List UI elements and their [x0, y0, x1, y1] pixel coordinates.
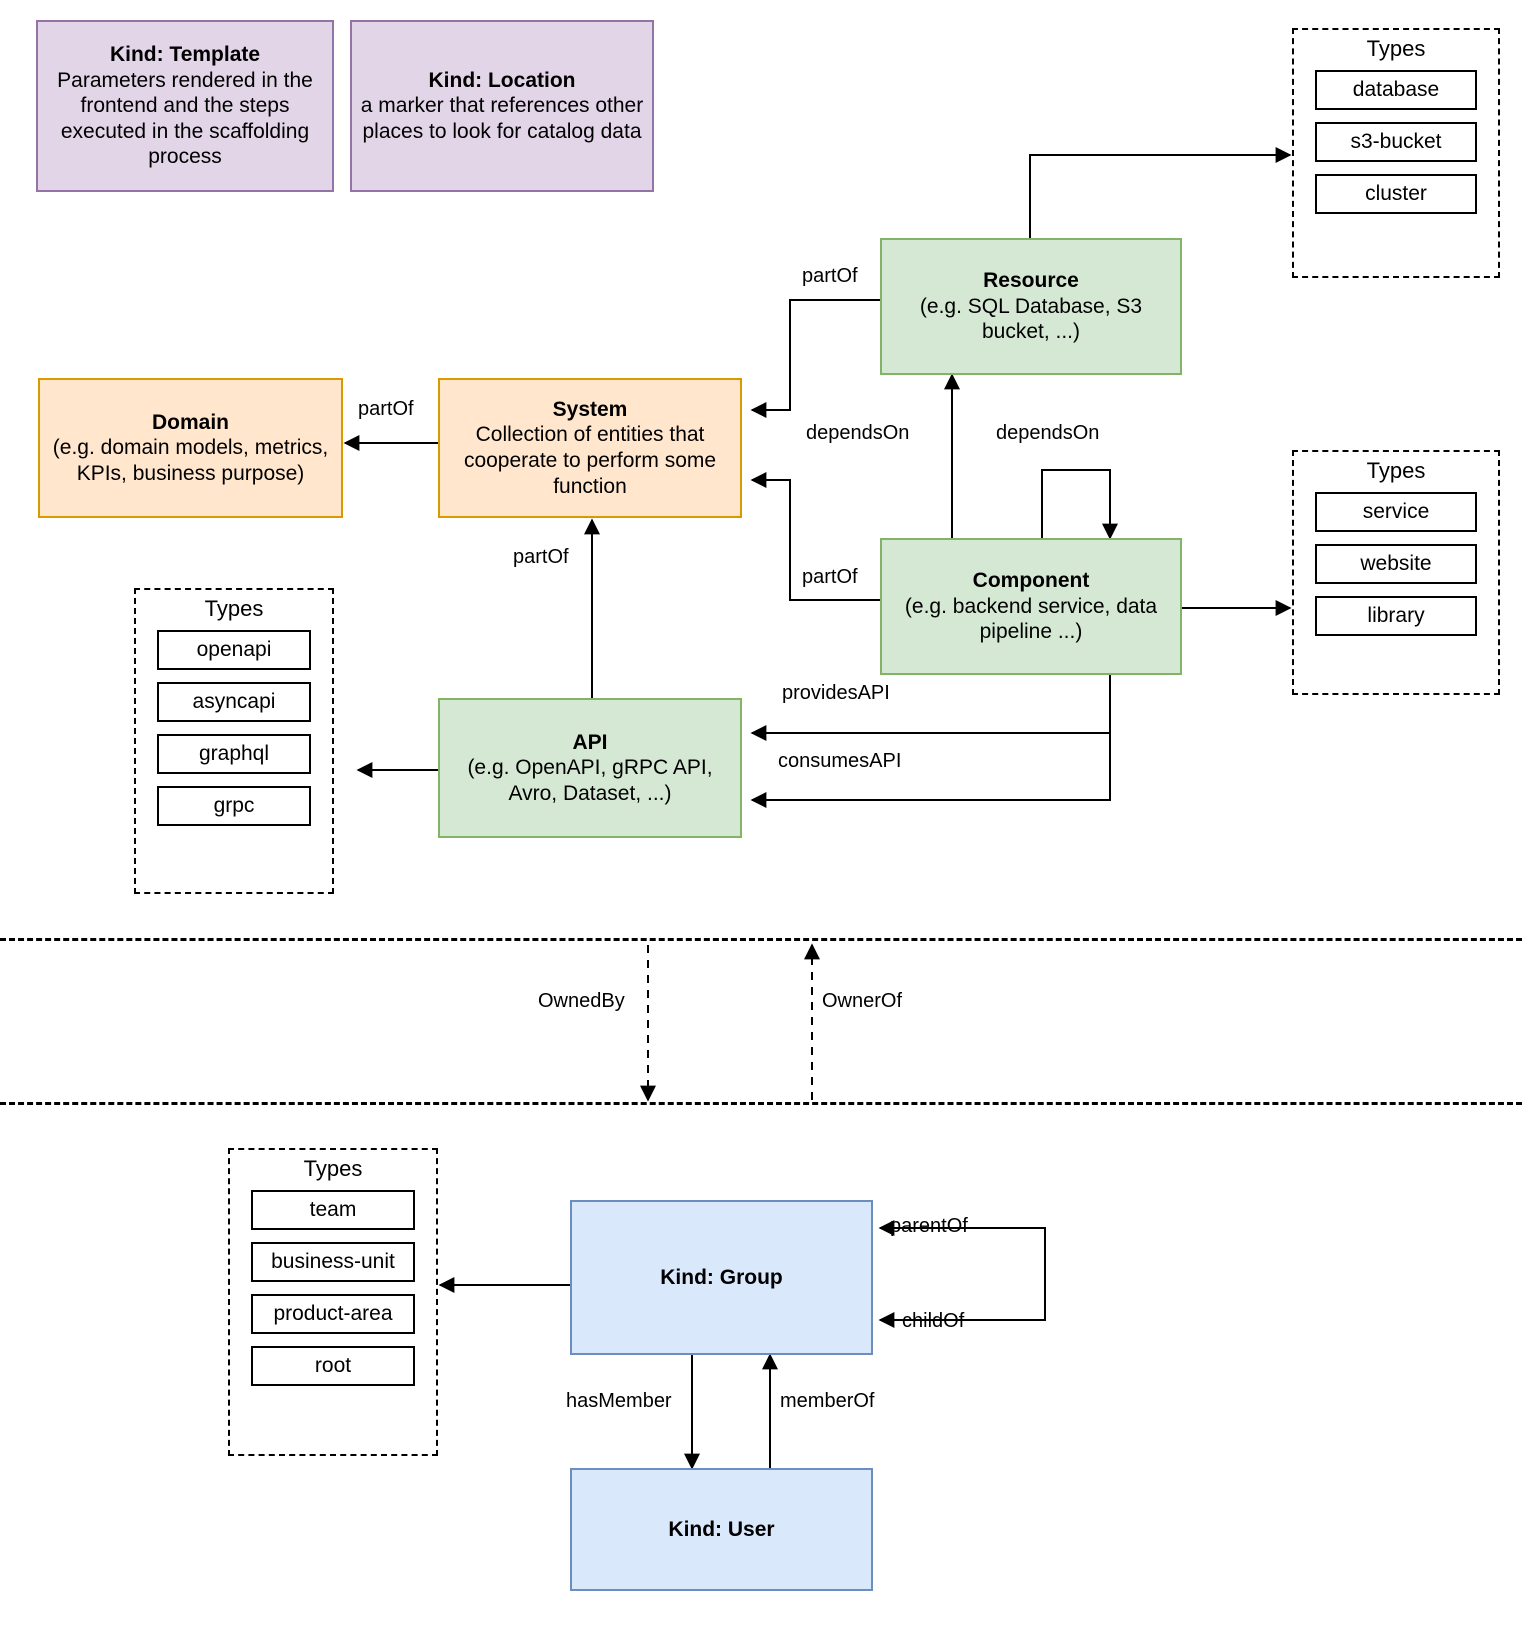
- type-item-openapi[interactable]: openapi: [157, 630, 311, 670]
- node-kind-location[interactable]: [350, 20, 654, 192]
- type-item-product-area[interactable]: product-area: [251, 1294, 415, 1334]
- type-item-team[interactable]: team: [251, 1190, 415, 1230]
- node-resource-description: (e.g. SQL Database, S3 bucket, ...): [919, 294, 1143, 344]
- type-item-graphql[interactable]: graphql: [157, 734, 311, 774]
- node-domain-title: Domain: [151, 410, 229, 434]
- section-divider-bottom: [0, 1102, 1522, 1105]
- edge-label-component-partof: partOf: [802, 566, 858, 588]
- type-item-cluster[interactable]: cluster: [1315, 174, 1477, 214]
- edge-label-member-of: memberOf: [780, 1390, 875, 1412]
- node-system[interactable]: [438, 378, 742, 518]
- node-resource[interactable]: [880, 238, 1182, 375]
- typebox-group-types: [228, 1148, 438, 1456]
- node-api-description: (e.g. OpenAPI, gRPC API, Avro, Dataset, ...): [467, 756, 713, 805]
- node-system-title: System: [552, 397, 628, 421]
- edge-label-owned-by: OwnedBy: [538, 990, 625, 1012]
- section-divider-top: [0, 938, 1522, 941]
- node-api-title: API: [572, 730, 608, 754]
- type-item-root[interactable]: root: [251, 1346, 415, 1386]
- edge-label-child-of: childOf: [902, 1310, 965, 1332]
- typebox-resource-types-title: Types: [1366, 36, 1426, 61]
- type-item-business-unit[interactable]: business-unit: [251, 1242, 415, 1282]
- typebox-component-types: [1292, 450, 1500, 695]
- type-item-grpc[interactable]: grpc: [157, 786, 311, 826]
- node-kind-group-title: Kind: Group: [660, 1265, 783, 1289]
- edge-label-owner-of: OwnerOf: [822, 990, 903, 1012]
- type-item-asyncapi[interactable]: asyncapi: [157, 682, 311, 722]
- node-domain-description: (e.g. domain models, metrics, KPIs, business purpose): [52, 436, 329, 485]
- typebox-component-types-title: Types: [1366, 458, 1426, 483]
- edge-label-consumes-api: consumesAPI: [778, 750, 902, 772]
- node-kind-user-title: Kind: User: [668, 1517, 775, 1541]
- node-kind-user[interactable]: [570, 1468, 873, 1591]
- node-api[interactable]: [438, 698, 742, 838]
- edge-label-component-dependson: dependsOn: [996, 422, 1100, 444]
- edge-label-resource-partof: partOf: [802, 265, 858, 287]
- typebox-group-types-title: Types: [303, 1156, 363, 1181]
- node-resource-title: Resource: [983, 269, 1079, 293]
- node-kind-group[interactable]: [570, 1200, 873, 1355]
- node-component-title: Component: [972, 569, 1090, 593]
- node-kind-template[interactable]: [36, 20, 334, 192]
- edge-label-domain-partof: partOf: [358, 398, 414, 420]
- node-domain[interactable]: [38, 378, 343, 518]
- node-kind-template-title: Kind: Template: [109, 42, 261, 66]
- type-item-service[interactable]: service: [1315, 492, 1477, 532]
- edge-label-resource-dependson: dependsOn: [806, 422, 910, 444]
- node-kind-template-description: Parameters rendered in the frontend and the steps executed in the scaffolding process: [57, 68, 313, 169]
- node-component[interactable]: [880, 538, 1182, 675]
- type-item-website[interactable]: website: [1315, 544, 1477, 584]
- edge-label-api-partof: partOf: [513, 546, 569, 568]
- typebox-resource-types: [1292, 28, 1500, 278]
- node-system-description: Collection of entities that cooperate to perform some function: [463, 423, 717, 498]
- typebox-api-types: [134, 588, 334, 894]
- type-item-database[interactable]: database: [1315, 70, 1477, 110]
- type-item-library[interactable]: library: [1315, 596, 1477, 636]
- edge-label-provides-api: providesAPI: [782, 682, 890, 704]
- typebox-api-types-title: Types: [204, 596, 264, 621]
- node-component-description: (e.g. backend service, data pipeline ...): [904, 594, 1158, 644]
- type-item-s3-bucket[interactable]: s3-bucket: [1315, 122, 1477, 162]
- edge-label-parent-of: parentOf: [890, 1215, 968, 1237]
- node-kind-location-title: Kind: Location: [428, 68, 576, 92]
- node-kind-location-description: a marker that references other places to look for catalog data: [360, 94, 644, 143]
- edge-label-has-member: hasMember: [566, 1390, 672, 1412]
